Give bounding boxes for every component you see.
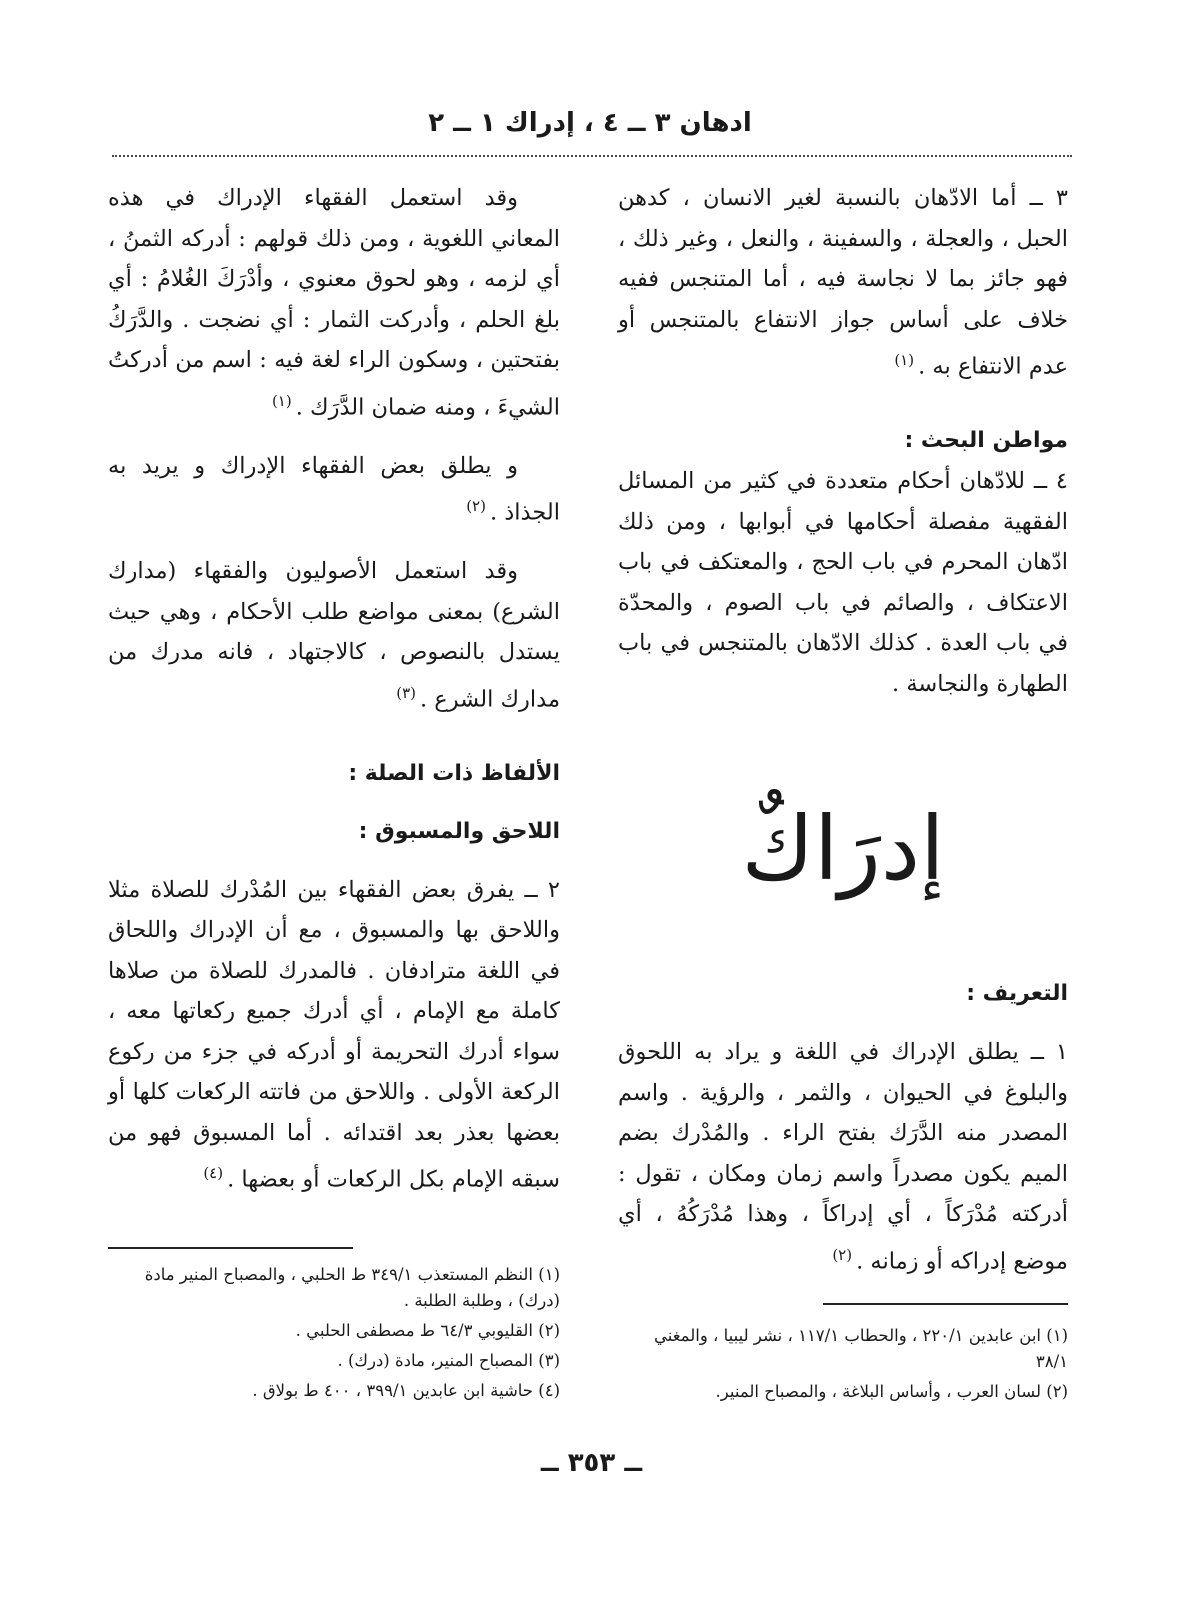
heading-tarif: التعريف : <box>966 981 1068 1006</box>
paragraph-3-text: ٣ ــ أما الادّهان بالنسبة لغير الانسان ، كدهن الحبل ، والعجلة ، والسفينة ، والنعل ، وغير ذلك ، فهو جائز بما لا نجاسة فيه ، أما المتنجس ففيه خلاف على أساس جواز الانتفاع بالمتنجس أو عدم الانتفاع به . <box>618 185 1068 380</box>
footnotes-left <box>108 1262 560 1408</box>
footnote-ref: (١) <box>271 391 292 410</box>
footnotes-right <box>618 1323 1068 1409</box>
heading-lahiq: اللاحق والمسبوق : <box>358 818 560 844</box>
paragraph-3 <box>618 178 1068 387</box>
footnote-item: (١) النظم المستعذب ٣٤٩/١ ط الحلبي ، والمصباح المنير مادة (درك) ، وطلبة الطلبة . <box>144 1265 560 1310</box>
paragraph-2 <box>108 870 560 1201</box>
paragraph-1-text: ١ ــ يطلق الإدراك في اللغة و يراد به اللحوق والبلوغ في الحيوان ، والثمر ، والرؤية . واسم المصدر منه الدَّرَك بفتح الراء . والمُدْرك بضم الميم يكون مصدراً واسم زمان ومكان ، تقول : أدركته مُدْرَكاً ، أي إدراكاً ، وهذا مُدْرَكُهُ ، أي موضع إدراكه أو زمانه . <box>618 1039 1068 1274</box>
paragraph-1 <box>618 1032 1068 1282</box>
left-paragraph-1-text: وقد استعمل الفقهاء الإدراك في هذه المعاني اللغوية ، ومن ذلك قولهم : أدركه الثمنُ ، أي لزمه ، وهو لحوق معنوي ، وأدْرَكَ الغُلامُ : أي بلغ الحلم ، وأدركت الثمار : أي نضجت . والدَّرَكُ بفتحتين ، وسكون الراء لغة فيه : اسم من أدركتُ الشيءَ ، ومنه ضمان الدَّرَك . <box>108 185 560 420</box>
footnote-item: (٣) المصباح المنير، مادة (درك) . <box>337 1351 560 1370</box>
page-header-title: ادهان ٣ ــ ٤ ، إدراك ١ ــ ٢ <box>428 108 752 138</box>
left-paragraph-1 <box>108 178 560 428</box>
footnote-ref: (٢) <box>466 497 486 515</box>
heading-mawatin: مواطن البحث : <box>904 428 1068 453</box>
right-column <box>618 178 1068 1300</box>
left-paragraph-2-text: و يطلق بعض الفقهاء الإدراك و يريد به الجذاذ . <box>108 452 560 526</box>
left-paragraph-3-text: وقد استعمل الأصوليون والفقهاء (مدارك الشرع) بمعنى مواضع طلب الأحكام ، وهي حيث يستدل بالنصوص ، كالاجتهاد ، فانه مدرك من مدارك الشرع . <box>108 558 560 712</box>
footnote-item: (٢) القليوبي ٦٤/٣ ط مصطفى الحلبي . <box>295 1321 560 1340</box>
footnote-item: (١) ابن عابدين ٢٢٠/١ ، والحطاب ١١٧/١ ، نشر ليبيا ، والمغني ٣٨/١ <box>653 1326 1068 1371</box>
footnote-item: (٤) حاشية ابن عابدين ٣٩٩/١ ، ٤٠٠ ط بولاق . <box>252 1381 560 1400</box>
footnote-ref: (٣) <box>396 683 416 702</box>
footnote-ref: (١) <box>894 351 915 369</box>
footnote-ref: (٢) <box>832 1245 853 1264</box>
left-column <box>108 178 560 1218</box>
heading-alfaz: الألفاظ ذات الصلة : <box>348 760 560 786</box>
paragraph-2-text: ٢ ــ يفرق بعض الفقهاء بين المُدْرك للصلاة مثلا واللاحق بها والمسبوق ، مع أن الإدراك واللحاق في اللغة مترادفان . فالمدرك للصلاة من صلاها كاملة مع الإمام ، أي أدرك جميع ركعاتها معه ، سواء أدرك التحريمة أو أدركه في جزء من ركوع الركعة الأولى . واللاحق من فاتته الركعات كلها أو بعضها بعذر بعد اقتدائه . أما المسبوق فهو من سبقه الإمام بكل الركعات أو بعضها . <box>108 876 560 1193</box>
footnote-rule-right <box>823 1303 1068 1305</box>
footnote-item: (٢) لسان العرب ، وأساس البلاغة ، والمصباح المنير. <box>715 1382 1068 1401</box>
page-number: ــ ٣٥٣ ــ <box>540 1448 643 1478</box>
footnote-ref: (٤) <box>203 1164 224 1182</box>
left-paragraph-2 <box>108 446 560 534</box>
entry-title: إدرَاكٌ <box>741 797 945 900</box>
paragraph-4: ٤ ــ للادّهان أحكام متعددة في كثير من المسائل الفقهية مفصلة أحكامها في أبوابها ، ومن ذلك ادّهان المحرم في باب الحج ، والمعتكف في باب الاعتكاف ، والصائم في باب الصوم ، والمحدّة في باب العدة . كذلك الادّهان بالمتنجس في باب الطهارة والنجاسة . <box>618 468 1068 697</box>
footnote-rule-left <box>108 1247 353 1249</box>
left-paragraph-3 <box>108 551 560 720</box>
header-dotted-divider <box>112 155 1072 157</box>
